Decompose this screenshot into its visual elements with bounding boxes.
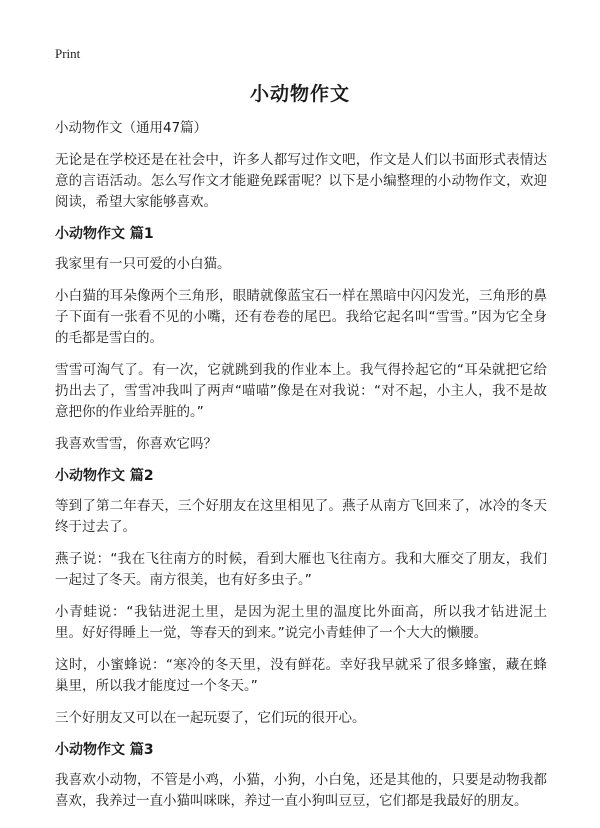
intro-paragraph: 无论是在学校还是在社会中，许多人都写过作文吧，作文是人们以书面形式表情达意的言语活动。怎么写作文才能避免踩雷呢？以下是小编整理的小动物作文，欢迎阅读，希望大家能够喜欢。 <box>55 152 547 210</box>
section-paragraph: 我喜欢雪雪，你喜欢它吗？ <box>55 436 217 452</box>
section-paragraph: 小青蛙说：“我钻进泥土里，是因为泥土里的温度比外面高，所以我才钻进泥土里。好好得睡上一觉，等春天的到来。”说完小青蛙伸了一个大大的懒腰。 <box>55 604 547 641</box>
page-title: 小动物作文 <box>249 83 350 105</box>
section-paragraph: 这时，小蜜蜂说：“寒冷的冬天里，没有鲜花。幸好我早就采了很多蜂蜜，藏在蜂巢里，所以我才能度过一个冬天。” <box>55 657 547 694</box>
article-body <box>55 118 547 823</box>
section-heading: 小动物作文 篇3 <box>55 742 154 758</box>
article-subtitle: 小动物作文（通用47篇） <box>55 120 208 136</box>
section-paragraph: 雪雪可淘气了。有一次，它就跳到我的作业本上。我气得拎起它的“耳朵就把它给扔出去了，雪雪冲我叫了两声“喵喵”像是在对我说：“对不起，小主人，我不是故意把你的作业给弄脏的。” <box>55 362 547 420</box>
section-paragraph: 燕子说：“我在飞往南方的时候，看到大雁也飞往南方。我和大雁交了朋友，我们一起过了冬天。南方很美，也有好多虫子。” <box>55 551 547 588</box>
section-paragraph: 等到了第二年春天，三个好朋友在这里相见了。燕子从南方飞回来了，冰冷的冬天终于过去了。 <box>55 498 547 535</box>
section-paragraph: 三个好朋友又可以在一起玩耍了，它们玩的很开心。 <box>55 710 366 726</box>
section-paragraph: 小白猫的耳朵像两个三角形，眼睛就像蓝宝石一样在黑暗中闪闪发光，三角形的鼻子下面有一张看不见的小嘴，还有卷卷的尾巴。我给它起名叫“雪雪。”因为它全身的毛都是雪白的。 <box>55 288 547 346</box>
print-label: Print <box>55 46 81 61</box>
section-heading: 小动物作文 篇1 <box>55 226 154 242</box>
section-paragraph: 我家里有一只可爱的小白猫。 <box>55 256 231 272</box>
section-paragraph: 我喜欢小动物，不管是小鸡，小猫，小狗，小白兔，还是其他的，只要是动物我都喜欢，我养过一直小猫叫咪咪，养过一直小狗叫豆豆，它们都是我最好的朋友。 <box>55 772 547 809</box>
section-heading: 小动物作文 篇2 <box>55 468 154 484</box>
